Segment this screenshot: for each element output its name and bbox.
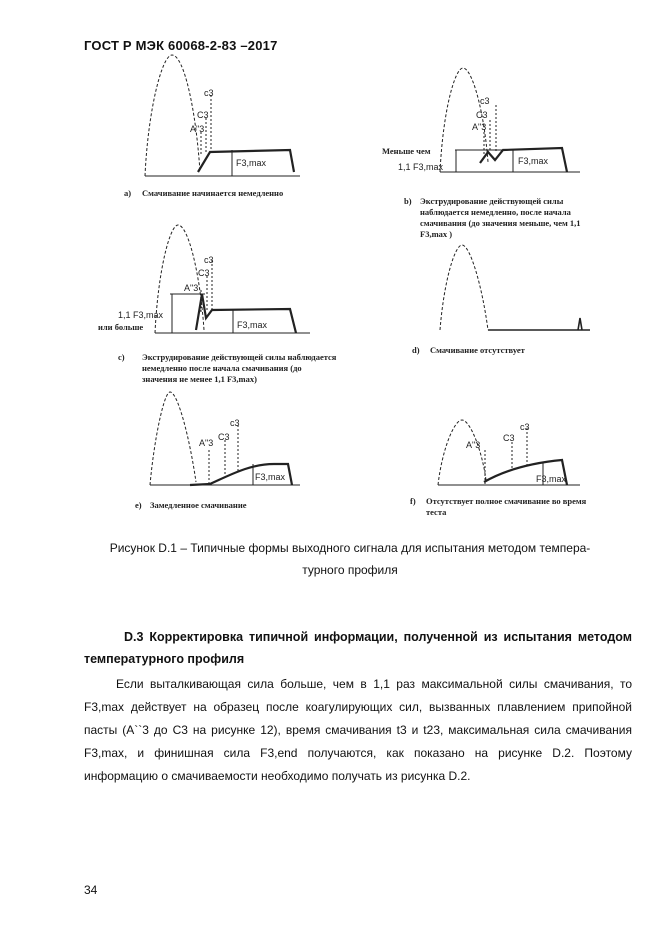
figure-caption-line1: Рисунок D.1 – Типичные формы выходного сигнала для испытания методом темпера-	[109, 541, 591, 555]
panel-d-caption: Смачивание отсутствует	[430, 345, 525, 355]
panel-b-plot	[440, 68, 580, 172]
panel-b-letter: b)	[404, 196, 412, 206]
panel-a-label-C3: C3	[197, 110, 209, 120]
panel-f-label-C3: C3	[503, 433, 515, 443]
panel-d-letter: d)	[412, 345, 420, 355]
panel-f-label-A3: A"3	[466, 440, 481, 450]
panel-f-label-f3max: F3,max	[536, 474, 567, 484]
panel-a-plot	[145, 55, 300, 176]
panel-b-label-less-than: Меньше чем	[382, 146, 431, 156]
panel-e-label-C3: C3	[218, 432, 230, 442]
section-paragraph: Если выталкивающая сила больше, чем в 1,1 раз максимальной силы смачивания, то F3,max действует на образец после коагулирующих сил, вызванных плавлением припойной пасты (A``3 до C3 на рисунке 12), время смачивания t3 и t23, максимальная сила смачивания F3,max, и финишная сила F3,end получаются, как показано на рисунке D.2. Поэтому информацию о смачиваемости необходимо получать из рисунка D.2.	[84, 677, 632, 783]
panel-c-label-or-more: или больше	[98, 322, 144, 332]
panel-c-label-f3max: F3,max	[237, 320, 268, 330]
panel-a-letter: a)	[124, 188, 132, 198]
panel-e-label-f3max: F3,max	[255, 472, 286, 482]
panel-f-caption: Отсутствует полное смачивание во время теста	[426, 496, 587, 517]
panel-a-label-f3max: F3,max	[236, 158, 267, 168]
figure-caption	[60, 537, 640, 581]
panel-c-label-C3: C3	[198, 268, 210, 278]
panel-e-label-A3: A"3	[199, 438, 214, 448]
panel-e-letter: e)	[135, 500, 142, 510]
panel-e-label-c3: c3	[230, 418, 240, 428]
panel-d-plot	[440, 245, 590, 330]
panel-c-label-A3: A"3	[184, 283, 199, 293]
panel-c-plot	[155, 225, 310, 333]
panel-c-label-11f3max: 1,1 F3,max	[118, 310, 164, 320]
page-number: 34	[84, 883, 98, 897]
panel-e-caption: Замедленное смачивание	[150, 500, 247, 510]
panel-c-caption: Экструдирование действующей силы наблюдается немедленно после начала смачивания (до значения не менее 1,1 F3,max)	[142, 352, 337, 384]
figure-caption-line2: турного профиля	[302, 563, 398, 577]
panel-b-label-A3: A"3	[472, 122, 487, 132]
panel-a-label-A3: A"3	[190, 124, 205, 134]
panel-f-label-c3: c3	[520, 422, 530, 432]
panel-b-label-f3max: F3,max	[518, 156, 549, 166]
panel-c-letter: c)	[118, 352, 125, 362]
document-header: ГОСТ Р МЭК 60068-2-83 –2017	[84, 38, 278, 53]
panel-a-label-c3: c3	[204, 88, 214, 98]
panel-b-label-C3: C3	[476, 110, 488, 120]
panel-a-caption: Смачивание начинается немедленно	[142, 188, 284, 198]
panel-b-label-11f3max: 1,1 F3,max	[398, 162, 444, 172]
panel-f-letter: f)	[410, 496, 416, 506]
section-heading: D.3 Корректировка типичной информации, полученной из испытания методом температурного профиля	[84, 630, 632, 666]
panel-b-label-c3: c3	[480, 96, 490, 106]
panel-b-caption: Экструдирование действующей силы наблюдается немедленно, после начала смачивания (до значения меньше, чем 1,1 F3,max )	[420, 196, 581, 239]
panel-c-label-c3: c3	[204, 255, 214, 265]
